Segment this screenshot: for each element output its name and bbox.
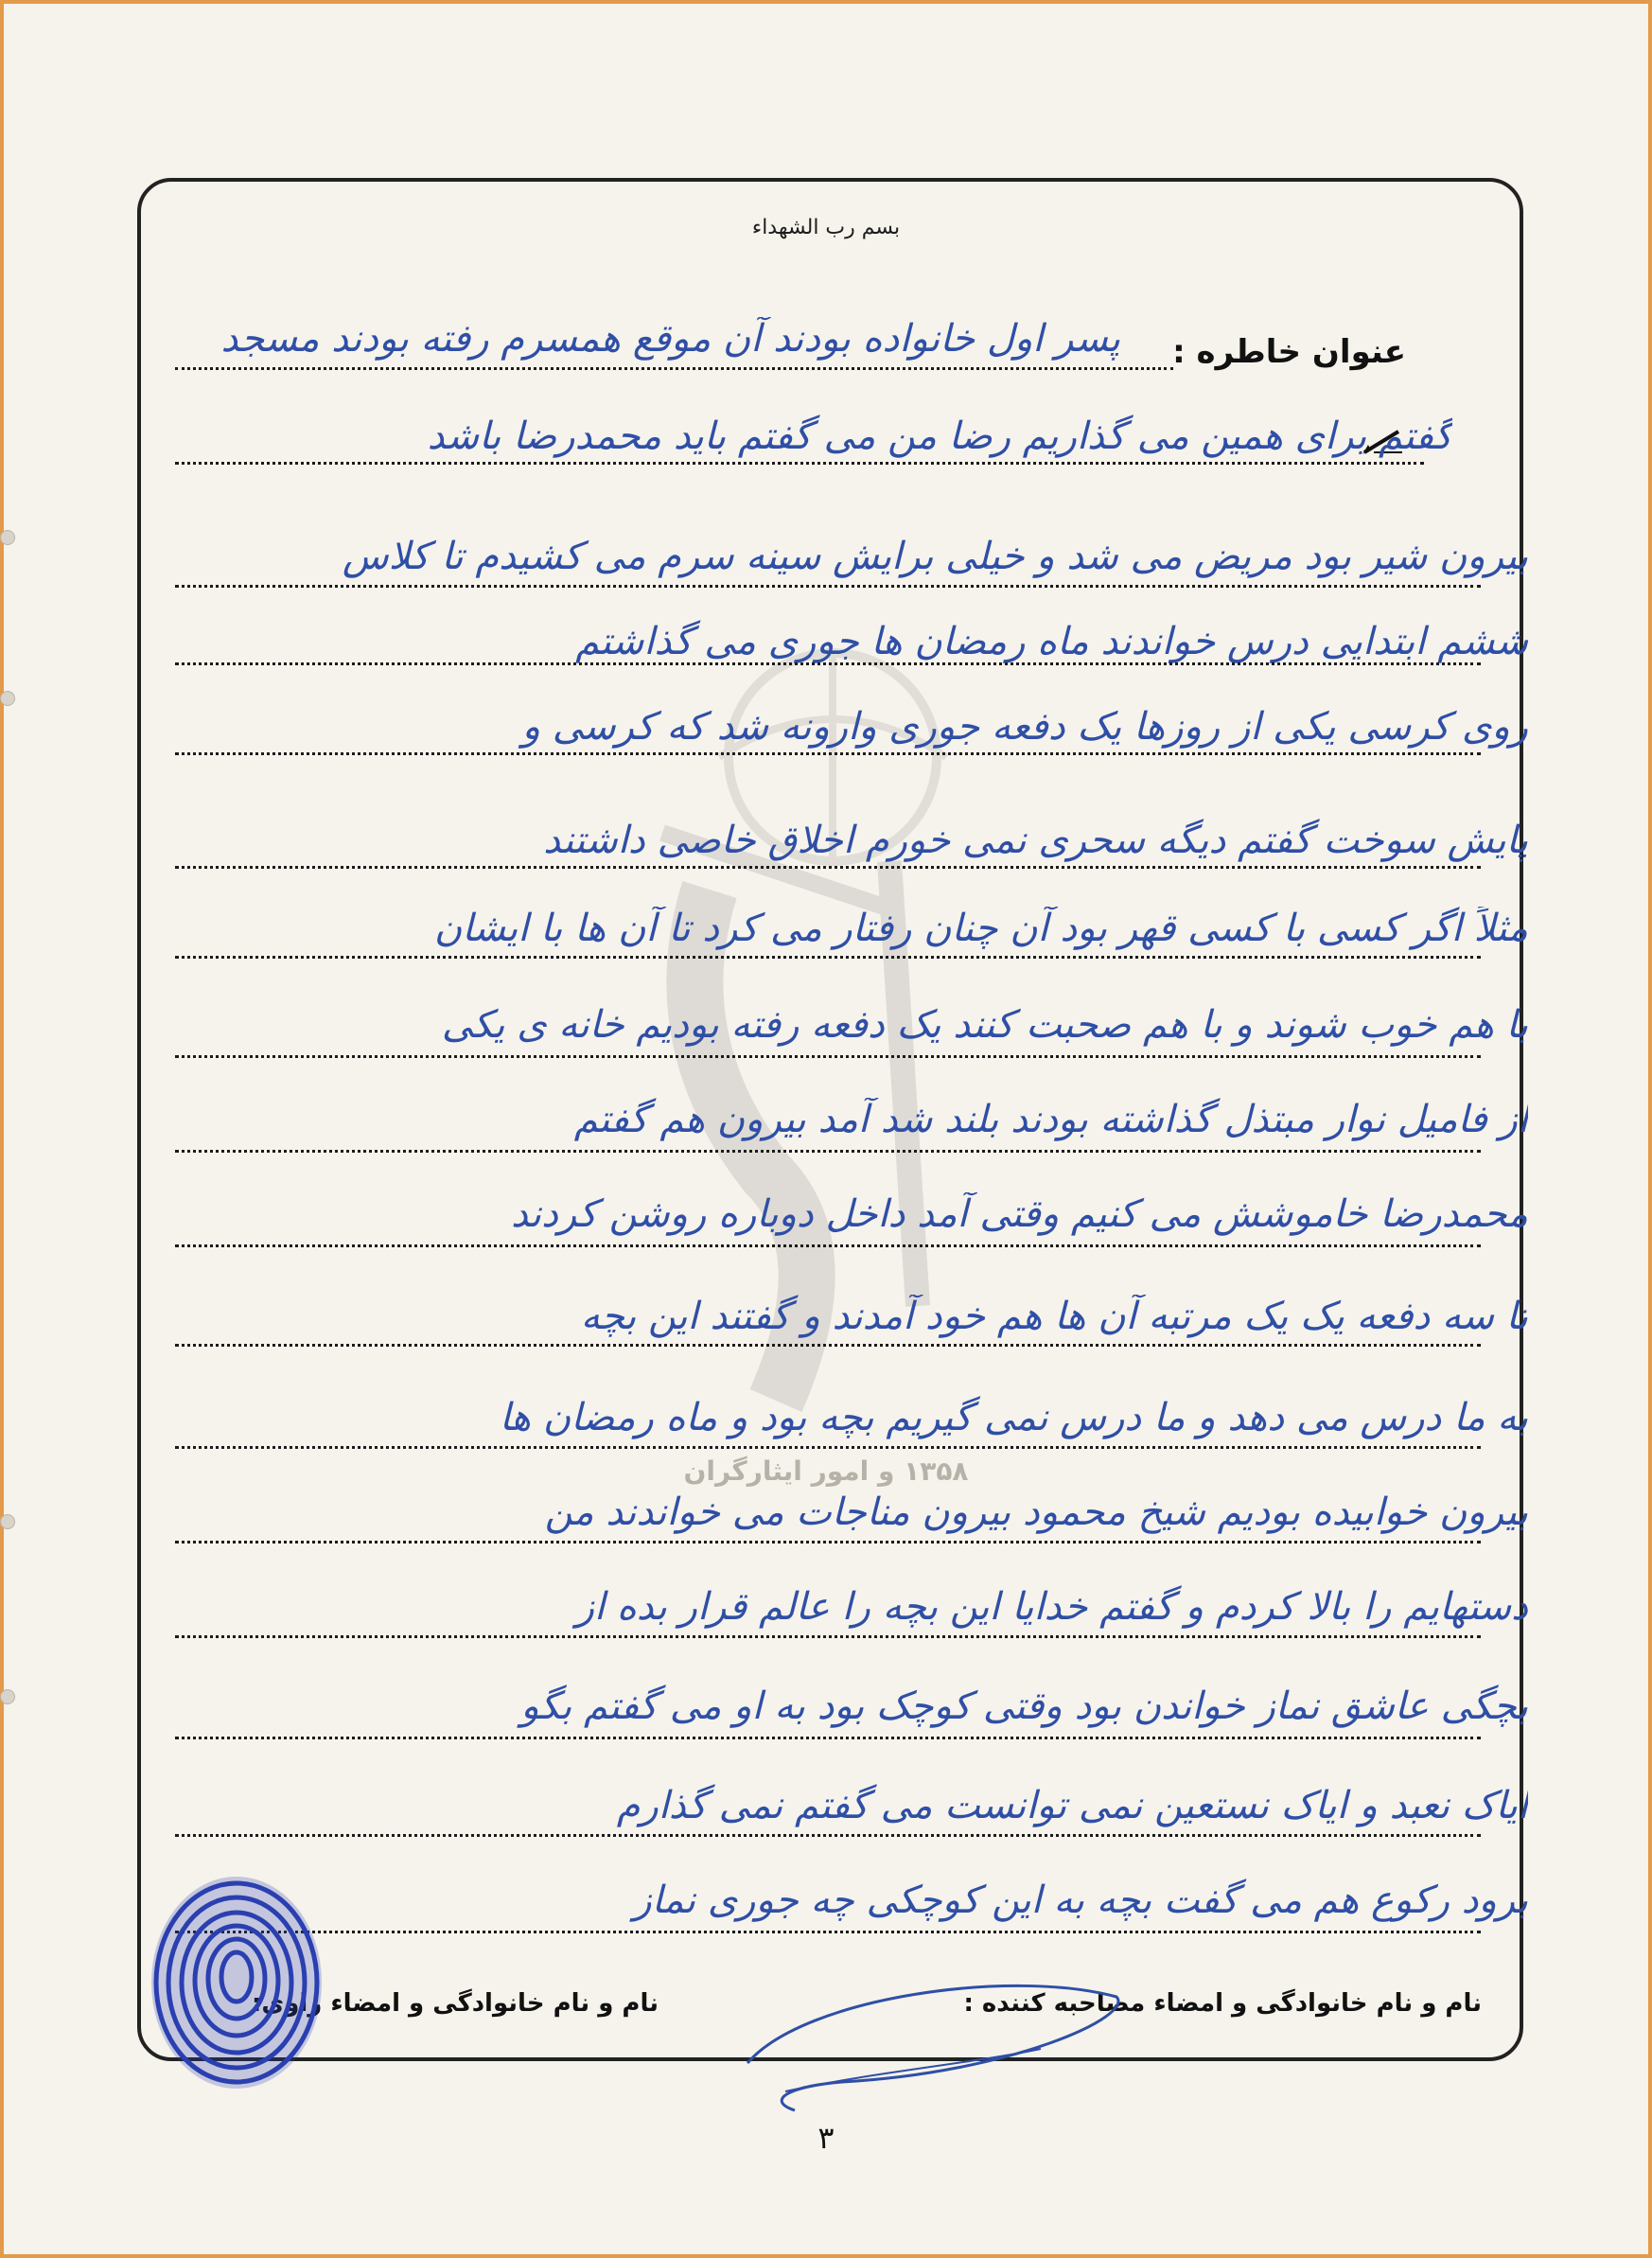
memoir-title-label: عنوان خاطره :: [1172, 333, 1406, 371]
ruled-line: [175, 1446, 1481, 1449]
memoir-line: ایاک نعبد و ایاک نستعین نمی توانست می گفتم نمی گذارم: [616, 1784, 1528, 1827]
ruled-line: [175, 585, 1481, 588]
memoir-line: پایش سوخت گفتم دیگه سحری نمی خورم اخلاق خاصی داشتند: [543, 819, 1528, 862]
handwritten-signature: [729, 1959, 1135, 2120]
narrator-signature-label: نام و نام خانوادگی و امضاء راوی:: [252, 1989, 659, 2018]
punch-hole: [0, 691, 15, 706]
watermark-text: ۱۳۵۸ و امور ایثارگران: [683, 1455, 969, 1487]
page-number: ۳: [817, 2120, 835, 2156]
ruled-line: [175, 1055, 1481, 1058]
ruled-line: [175, 1931, 1481, 1933]
memoir-line: گفتم برای همین می گذاریم رضا من می گفتم باید محمدرضا باشد: [427, 415, 1452, 458]
memoir-line: بچگی عاشق نماز خواندن بود وقتی کوچک بود به او می گفتم بگو: [520, 1685, 1528, 1728]
punch-hole: [0, 530, 15, 545]
ruled-line: [175, 367, 1173, 370]
ruled-line: [175, 1834, 1481, 1837]
memoir-line: برود رکوع هم می گفت بچه به این کوچکی چه جوری نماز: [633, 1879, 1528, 1922]
memoir-line: روی کرسی یکی از روزها یک دفعه جوری وارونه شد که کرسی و: [521, 705, 1528, 749]
ruled-line: [175, 1344, 1481, 1347]
memoir-line: محمدرضا خاموشش می کنیم وقتی آمد داخل دوباره روشن کردند: [510, 1192, 1528, 1236]
interviewer-signature-label: نام و نام خانوادگی و امضاء مصاحبه کننده :: [963, 1989, 1482, 2018]
ruled-line: [175, 1635, 1481, 1638]
memoir-line: ششم ابتدایی درس خواندند ماه رمضان ها جوری می گذاشتم: [575, 620, 1528, 663]
punch-hole: [0, 1689, 15, 1704]
ruled-line: [175, 866, 1481, 869]
punch-hole: [0, 1514, 15, 1529]
memoir-line: با هم خوب شوند و با هم صحبت کنند یک دفعه رفته بودیم خانه ی یکی: [441, 1003, 1528, 1047]
memoir-line: به ما درس می دهد و ما درس نمی گیریم بچه بود و ماه رمضان ها: [499, 1396, 1528, 1439]
memoir-line: بیرون خوابیده بودیم شیخ محمود بیرون مناجات می خواندند من: [544, 1491, 1528, 1534]
memoir-line: از فامیل نوار مبتذل گذاشته بودند بلند شد آمد بیرون هم گفتم: [573, 1098, 1528, 1141]
memoir-line: تا سه دفعه یک یک مرتبه آن ها هم خود آمدند و گفتند این بچه: [580, 1295, 1528, 1338]
ruled-line: [175, 1150, 1481, 1153]
memoir-line: مثلاً اگر کسی با کسی قهر بود آن چنان رفتار می کرد تا آن ها با ایشان: [433, 907, 1528, 950]
memoir-title-text: پسر اول خانواده بودند آن موقع همسرم رفته بودند مسجد: [220, 317, 1120, 361]
ruled-line: [175, 752, 1481, 755]
fingerprint-mark: [142, 1869, 331, 2096]
ruled-line: [175, 462, 1424, 465]
bismillah-header: بسم رب الشهداء: [751, 216, 901, 239]
ruled-line: [175, 1244, 1481, 1247]
ruled-line: [175, 1541, 1481, 1544]
memoir-line: دستهایم را بالا کردم و گفتم خدایا این بچه را عالم قرار بده از: [575, 1585, 1528, 1629]
ruled-line: [175, 662, 1481, 665]
ruled-line: [175, 956, 1481, 959]
ruled-line: [175, 1737, 1481, 1739]
memoir-line: بیرون شیر بود مریض می شد و خیلی برایش سینه سرم می کشیدم تا کلاس: [342, 535, 1528, 578]
